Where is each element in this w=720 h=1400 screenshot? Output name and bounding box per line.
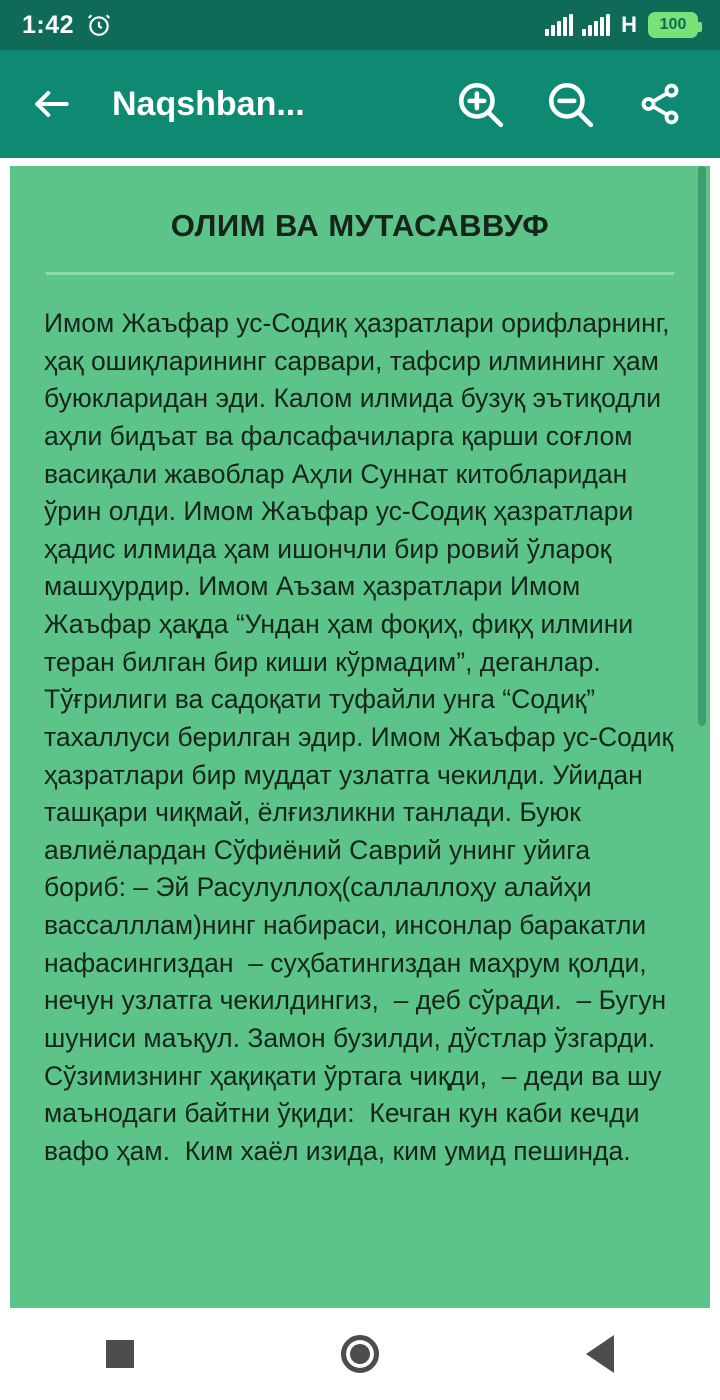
battery-level-label: 100 xyxy=(659,16,687,33)
article-title: ОЛИМ ВА МУТАСАВВУФ xyxy=(170,208,550,243)
alarm-clock-icon xyxy=(86,12,112,38)
status-bar-right xyxy=(545,12,698,38)
content-area xyxy=(0,158,720,1308)
circle-home-icon[interactable] xyxy=(300,1308,420,1400)
home-circle-shape xyxy=(341,1335,379,1373)
zoom-in-icon[interactable] xyxy=(452,76,508,132)
battery-icon xyxy=(648,12,698,38)
network-type-label: H xyxy=(621,12,637,37)
app-bar xyxy=(0,50,720,158)
share-icon[interactable] xyxy=(632,76,688,132)
status-time: 1:42 xyxy=(22,10,75,39)
status-bar-left xyxy=(22,11,112,40)
square-recents-icon[interactable] xyxy=(60,1308,180,1400)
signal-strength-icon-1 xyxy=(545,14,573,36)
article-body: Имом Жаъфар ус-Содиқ ҳазратлари орифларнинг, ҳақ ошиқларининг сарвари, тафсир илмининг ҳам буюкларидан эди. Калом илмида бузуқ эътиқодли аҳли бидъат ва фалсафачиларга қарши соғлом васиқали жавоблар Аҳли Суннат китобларидан ўрин олди. Имом Жаъфар ус-Содиқ ҳазратлари ҳадис илмида ҳам ишончли бир ровий ўлароқ машҳурдир. Имом Аъзам ҳазратлари Имом Жаъфар ҳақда “Ундан ҳам фоқиҳ, фиқҳ илмини теран билган бир киши кўрмадим”, деганлар. Тўғрилиги ва садоқати туфайли унга “Содиқ” тахаллуси берилган эдир. Имом Жаъфар ус-Содиқ ҳазратлари бир муддат узлатга чекилди. Уйидан ташқари чиқмай, ёлғизликни танлади. Буюк авлиёлардан Сўфиёний Саврий унинг уйига бориб: – Эй Расулуллоҳ(саллаллоҳу алайҳи вассалллам)нинг набираси, инсонлар баракатли нафасингиздан – суҳбатингиздан маҳрум қолди, нечун узлатга чекилдингиз, – деб сўради. – Бугун шуниси маъқул. Замон бузилди, дўстлар ўзгарди. Сўзимизнинг ҳақиқати ўртага чиқди, – деди ва шу маънодаги байтни ўқиди: Кечган кун каби кечди вафо ҳам. Ким хаёл изида, ким умид пешинда. xyxy=(44,308,681,1166)
signal-strength-icon-2 xyxy=(582,14,610,36)
scrollbar-track[interactable] xyxy=(698,166,706,1308)
system-navigation-bar xyxy=(0,1308,720,1400)
recents-square-shape xyxy=(106,1340,134,1368)
arrow-left-icon[interactable] xyxy=(26,78,78,130)
zoom-out-icon[interactable] xyxy=(542,76,598,132)
page-title: Naqshban... xyxy=(112,84,305,123)
app-bar-actions xyxy=(452,76,694,132)
status-bar xyxy=(0,0,720,50)
triangle-back-icon[interactable] xyxy=(540,1308,660,1400)
scrollbar-thumb[interactable] xyxy=(698,166,706,726)
article-card xyxy=(10,166,710,1308)
back-triangle-shape xyxy=(586,1335,614,1373)
title-divider xyxy=(46,272,674,275)
